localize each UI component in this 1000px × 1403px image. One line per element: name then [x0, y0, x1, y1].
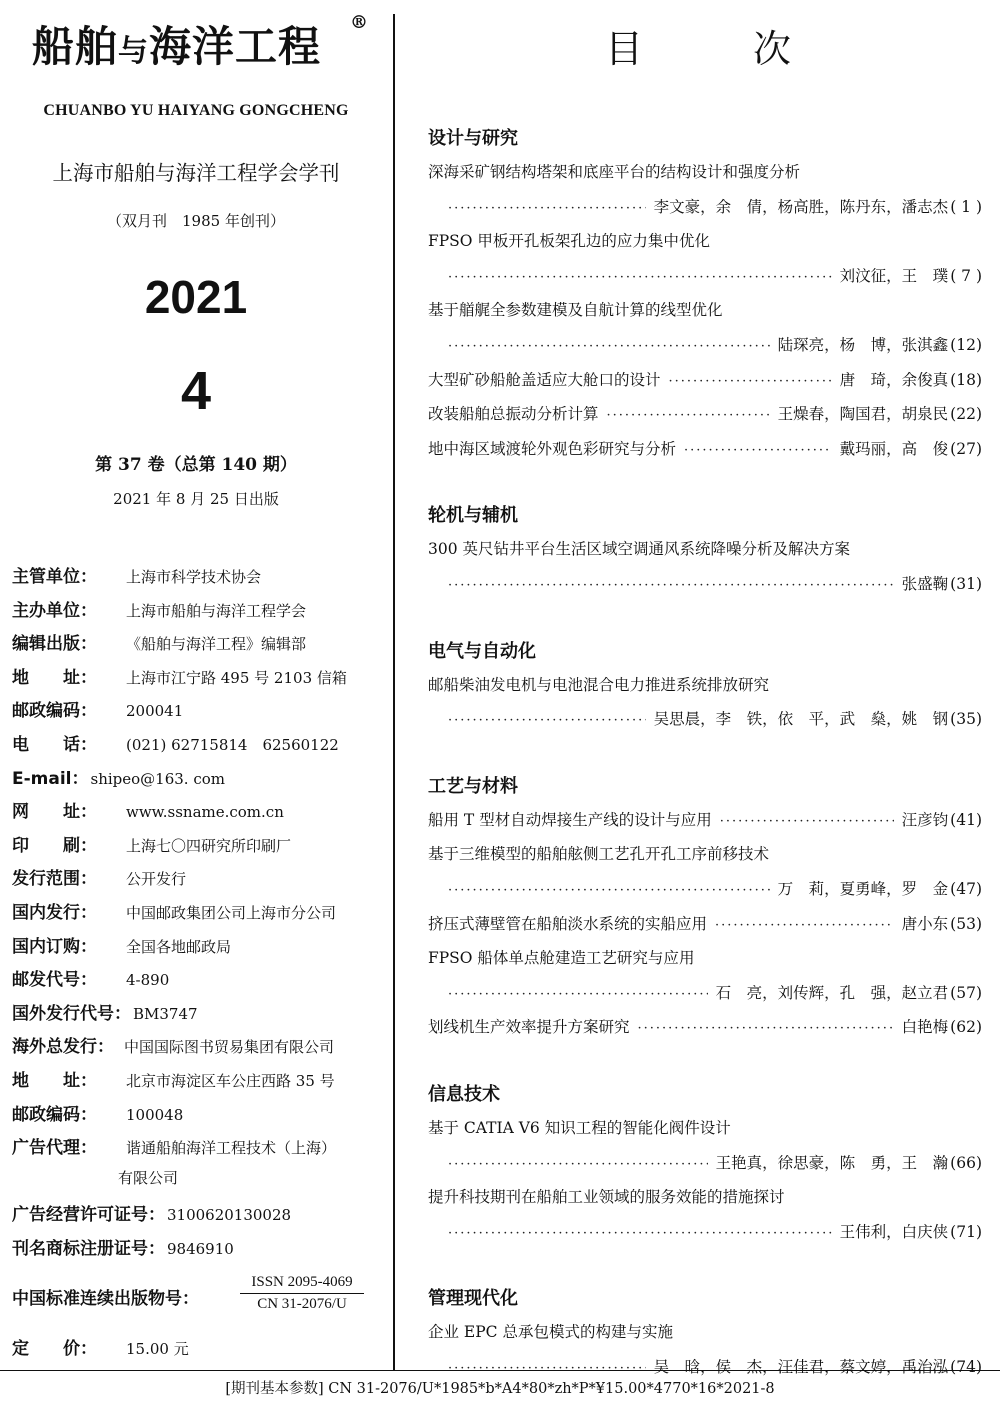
info-row	[12, 696, 183, 721]
info-value: BM3747	[133, 1004, 198, 1023]
info-row	[12, 1066, 335, 1091]
info-value: 上海市科学技术协会	[126, 568, 262, 586]
info-value: 上海市船舶与海洋工程学会	[126, 601, 307, 620]
toc-entry-line[interactable]	[428, 1220, 982, 1242]
toc-section-heading: 轮机与辅机	[428, 505, 518, 527]
info-label: 广告经营许可证号：	[12, 1205, 165, 1226]
leader-dots	[607, 408, 770, 423]
leader-dots	[720, 814, 894, 829]
info-value: 公开发行	[126, 870, 187, 889]
toc-page-number: (47)	[950, 880, 982, 898]
info-row	[12, 797, 284, 822]
info-label: 编辑出版：	[12, 634, 97, 655]
info-label: 国外发行代号：	[12, 1003, 131, 1024]
cn-number: CN 31-2076/U	[257, 1296, 347, 1312]
info-label: 国内发行：	[12, 903, 97, 923]
toc-authors: 白艳梅	[901, 1018, 949, 1037]
leader-dots	[448, 201, 646, 216]
toc-section-heading: 电气与自动化	[428, 640, 536, 662]
info-row	[12, 831, 291, 856]
info-value: 200041	[126, 702, 184, 721]
info-value: 上海七〇四研究所印刷厂	[126, 836, 292, 855]
toc-article-title[interactable]: 基于艏艉全参数建模及自航计算的线型优化	[428, 301, 723, 320]
toc-article-title[interactable]: 基于三维模型的船舶舷侧工艺孔开孔工序前移技术	[428, 845, 770, 864]
info-value: 全国各地邮政局	[126, 937, 232, 956]
toc-article-title[interactable]: 提升科技期刊在船舶工业领域的服务效能的措施探讨	[428, 1188, 785, 1207]
info-row	[12, 1100, 183, 1125]
toc-page-number: (27)	[950, 439, 982, 458]
info-value: 4-890	[126, 971, 170, 990]
toc-article-title[interactable]: FPSO 船体单点舱建造工艺研究与应用	[428, 949, 695, 968]
toc-entry-line[interactable]	[428, 877, 982, 899]
toc-article-title[interactable]: 深海采矿钢结构塔架和底座平台的结构设计和强度分析	[428, 163, 801, 181]
leader-dots	[448, 578, 894, 593]
info-label: 地 址：	[12, 667, 97, 688]
toc-page-number: (74)	[950, 1358, 982, 1376]
info-row	[12, 562, 261, 587]
info-row	[12, 596, 306, 621]
toc-section-heading: 工艺与材料	[428, 775, 518, 797]
info-row	[12, 999, 198, 1024]
toc-entry-line[interactable]	[428, 195, 982, 217]
toc-section-heading: 信息技术	[428, 1084, 500, 1105]
journal-pinyin-title: CHUANBO YU HAIYANG GONGCHENG	[43, 102, 349, 119]
toc-page-number: (31)	[950, 575, 982, 593]
toc-article-title[interactable]: 基于 CATIA V6 知识工程的智能化阀件设计	[428, 1119, 731, 1137]
leader-dots	[448, 713, 646, 728]
info-row	[12, 1234, 234, 1259]
toc-entry-line[interactable]	[428, 402, 982, 424]
info-value: 100048	[126, 1105, 184, 1124]
info-label: 主办单位：	[12, 600, 97, 621]
toc-page-number: (53)	[950, 914, 982, 933]
info-label: 国内订购：	[12, 936, 97, 957]
leader-dots	[448, 270, 832, 285]
toc-page-number: (12)	[950, 336, 982, 354]
info-label: 海外总发行：	[12, 1037, 114, 1058]
toc-article-title[interactable]: 挤压式薄壁管在船舶淡水系统的实船应用	[428, 914, 708, 933]
info-row	[12, 1167, 178, 1188]
toc-section-heading: 设计与研究	[428, 128, 518, 149]
toc-authors: 王燥春，陶国君，胡泉民	[777, 405, 949, 424]
masthead-column	[0, 0, 392, 1375]
info-value: 9846910	[167, 1240, 234, 1258]
info-label: 邮政编码：	[12, 701, 97, 722]
issue-year: 2021	[144, 271, 248, 323]
leader-dots	[669, 374, 832, 389]
toc-title: 目次	[604, 27, 901, 71]
toc-entry-line[interactable]	[428, 1015, 982, 1037]
info-row	[12, 965, 169, 990]
toc-page-number: (41)	[950, 810, 982, 829]
toc-entry-line[interactable]	[428, 707, 982, 729]
leader-dots	[448, 1226, 832, 1241]
toc-authors: 唐 琦，余俊真	[839, 370, 949, 389]
issn-box	[240, 1274, 364, 1313]
issn-number: ISSN 2095-4069	[240, 1274, 364, 1294]
leader-dots	[684, 443, 832, 458]
toc-article-title[interactable]: FPSO 甲板开孔板架孔边的应力集中优化	[428, 232, 710, 251]
info-label: 刊名商标注册证号：	[12, 1239, 165, 1259]
toc-authors: 吴 晗，侯 杰，汪佳君，蔡文婷，禹治泓	[653, 1358, 949, 1376]
info-value: shipeo@163. com	[90, 769, 226, 788]
toc-authors: 张盛鞠	[901, 575, 949, 593]
info-row	[12, 663, 347, 688]
info-label: 邮政编码：	[12, 1104, 97, 1125]
leader-dots	[448, 883, 770, 898]
toc-article-title[interactable]: 邮船柴油发电机与电池混合电力推进系统排放研究	[428, 675, 770, 694]
info-value: (021) 62715814 62560122	[126, 736, 339, 754]
toc-authors: 石 亮，刘传辉，孔 强，赵立君	[715, 983, 949, 1002]
info-value: 中国邮政集团公司上海市分公司	[126, 904, 337, 922]
info-row	[12, 932, 231, 957]
publish-date: 2021 年 8 月 25 日出版	[113, 490, 279, 508]
info-row	[12, 898, 336, 923]
frequency-note: （双月刊 1985 年创刊）	[107, 212, 285, 230]
info-label: 印 刷：	[12, 835, 97, 856]
toc-page-number: ( 7 )	[950, 266, 982, 285]
registered-mark: ®	[350, 12, 368, 33]
journal-logo: 船舶与海洋工程	[32, 22, 322, 71]
toc-authors: 刘汶征，王 璞	[839, 266, 949, 285]
toc-entry-line[interactable]	[428, 368, 982, 390]
info-value: www.ssname.com.cn	[126, 803, 284, 822]
toc-entry-line[interactable]	[428, 572, 982, 594]
leader-dots	[638, 1021, 894, 1036]
price-value: 15.00 元	[126, 1340, 189, 1358]
info-row	[12, 1200, 291, 1225]
toc-page-number: (71)	[950, 1222, 982, 1241]
issue-number: 4	[180, 361, 212, 421]
toc-article-title[interactable]: 300 英尺钻井平台生活区域空调通风系统降噪分析及解决方案	[428, 540, 851, 559]
toc-authors: 李文豪，余 倩，杨高胜，陈丹东，潘志杰	[653, 197, 949, 216]
info-value: 中国国际图书贸易集团有限公司	[124, 1038, 335, 1057]
toc-page-number: ( 1 )	[950, 197, 982, 216]
toc-article-title[interactable]: 企业 EPC 总承包模式的构建与实施	[428, 1323, 673, 1342]
leader-dots	[448, 987, 708, 1002]
info-row	[12, 764, 225, 789]
toc-authors: 王伟利，白庆侠	[839, 1222, 949, 1241]
toc-authors: 唐小东	[901, 914, 949, 933]
toc-article-title[interactable]: 地中海区域渡轮外观色彩研究与分析	[428, 439, 677, 458]
info-row	[12, 1133, 336, 1158]
info-label: 网 址：	[12, 802, 97, 823]
toc-article-title[interactable]: 划线机生产效率提升方案研究	[428, 1018, 630, 1037]
price-row	[12, 1334, 189, 1359]
toc-page-number: (66)	[950, 1153, 982, 1172]
leader-dots	[448, 339, 770, 354]
info-value: 北京市海淀区车公庄西路 35 号	[126, 1072, 335, 1090]
info-row	[12, 864, 186, 889]
journal-parameters-footer: [期刊基本参数] CN 31-2076/U*1985*b*A4*80*zh*P*¥15.00*4770*16*2021-8	[0, 1370, 1000, 1398]
toc-page-number: (57)	[950, 983, 982, 1002]
toc-entry-line[interactable]	[428, 1151, 982, 1173]
toc-authors: 戴玛丽，高 俊	[839, 439, 949, 458]
toc-authors: 汪彦钧	[901, 810, 949, 829]
info-label: 发行范围：	[12, 869, 97, 890]
toc-authors: 王艳真，徐思豪，陈 勇，王 瀚	[715, 1153, 949, 1172]
leader-dots	[715, 918, 894, 933]
info-value: 3100620130028	[167, 1206, 292, 1225]
toc-entry-line[interactable]	[428, 333, 982, 355]
toc-page-number: (35)	[950, 710, 982, 729]
info-label: 邮发代号：	[12, 970, 97, 991]
toc-article-title[interactable]: 大型矿砂船舱盖适应大舱口的设计	[428, 370, 661, 389]
info-value: 谐通船舶海洋工程技术（上海）	[126, 1139, 337, 1158]
leader-dots	[448, 1157, 708, 1172]
info-label: 主管单位：	[12, 567, 97, 587]
toc-entry-line[interactable]	[428, 981, 982, 1003]
toc-authors: 万 莉，夏勇峰，罗 金	[777, 880, 949, 898]
price-label: 定 价：	[12, 1339, 97, 1359]
toc-page-number: (22)	[950, 405, 982, 424]
info-label: 地 址：	[12, 1071, 97, 1091]
toc-page-number: (62)	[950, 1018, 982, 1037]
issn-label: 中国标准连续出版物号：	[12, 1289, 199, 1309]
info-row	[12, 1032, 334, 1057]
volume-info: 第 37 卷（总第 140 期）	[95, 455, 297, 475]
toc-entry-line[interactable]	[428, 264, 982, 286]
toc-entry-line[interactable]	[428, 912, 982, 934]
toc-entry-line[interactable]	[428, 437, 982, 459]
toc-entry-line[interactable]	[428, 808, 982, 830]
toc-page-number: (18)	[950, 370, 982, 389]
toc-authors: 陆琛亮，杨 博，张淇鑫	[777, 336, 949, 354]
info-value: 《船舶与海洋工程》编辑部	[126, 635, 307, 654]
table-of-contents	[396, 0, 1000, 1375]
info-value: 有限公司	[118, 1168, 179, 1187]
info-label: 电 话：	[12, 735, 97, 755]
info-value: 上海市江宁路 495 号 2103 信箱	[126, 668, 347, 687]
toc-authors: 吴思晨，李 铁，依 平，武 燊，姚 钢	[653, 710, 949, 729]
toc-article-title[interactable]: 船用 T 型材自动焊接生产线的设计与应用	[428, 810, 712, 829]
info-row	[12, 730, 339, 755]
info-label: E-mail：	[12, 768, 89, 789]
toc-article-title[interactable]: 改装船舶总振动分析计算	[428, 405, 599, 424]
column-divider	[393, 14, 395, 1370]
info-label: 广告代理：	[12, 1138, 97, 1159]
info-row	[12, 629, 306, 654]
toc-section-heading: 管理现代化	[428, 1288, 518, 1310]
society-name: 上海市船舶与海洋工程学会学刊	[52, 161, 340, 185]
